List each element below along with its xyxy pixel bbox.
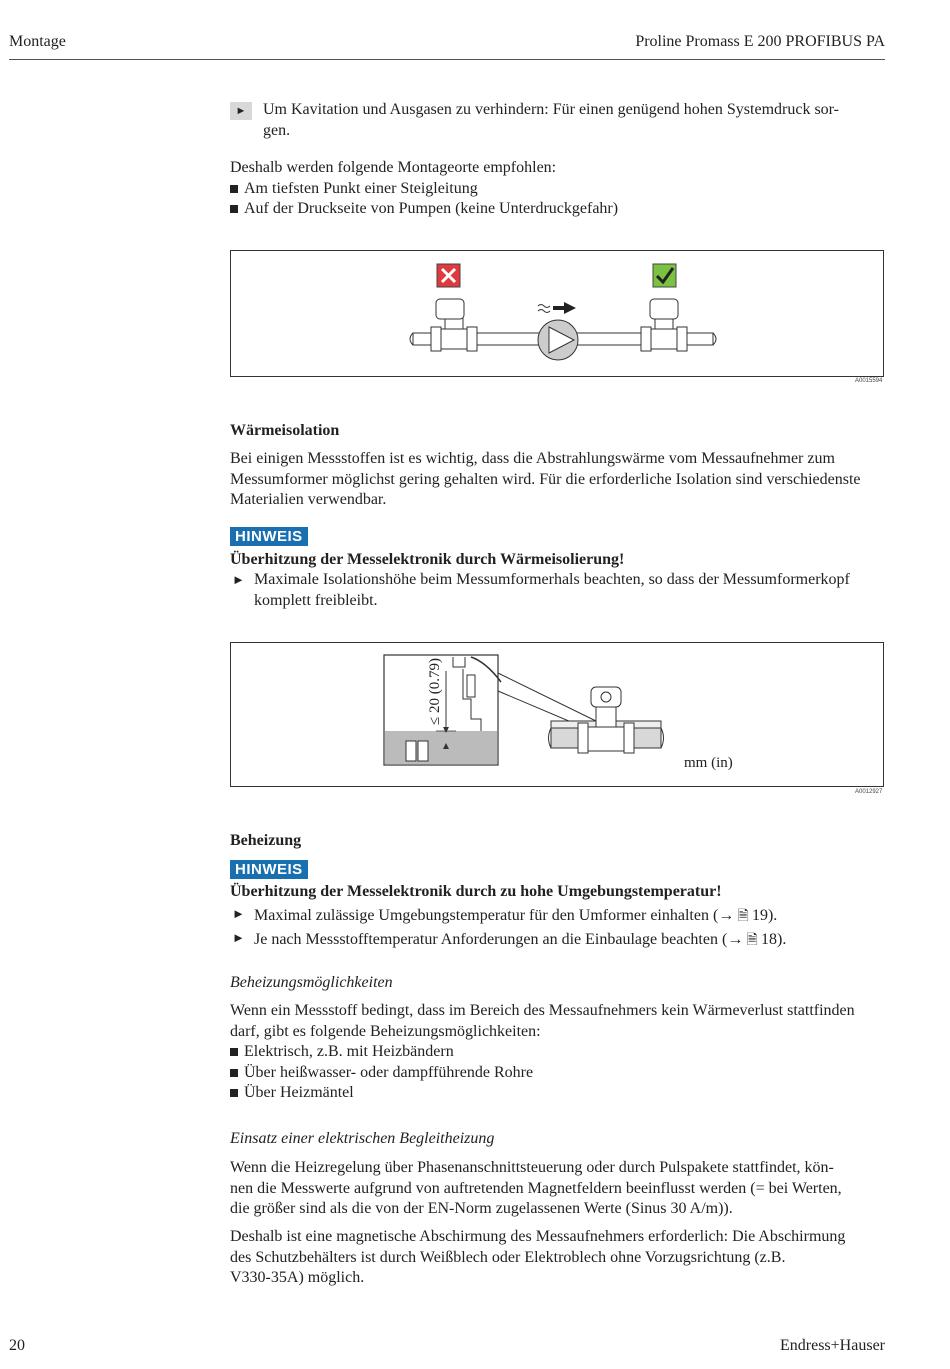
notice-title: Überhitzung der Messelektronik durch Wärmeisolierung! <box>230 551 625 568</box>
arrow-right-icon: ► <box>232 906 245 921</box>
header-rule <box>9 59 885 60</box>
subheading: Beheizungsmöglichkeiten <box>230 974 393 991</box>
page-ref-icon: 🗎 <box>737 909 749 924</box>
running-header-title: Proline Promass E 200 PROFIBUS PA <box>635 33 885 50</box>
list-item: Über heißwasser- oder dampfführende Rohre <box>230 1063 880 1084</box>
list-item: ► Maximal zulässige Umgebungstemperatur für den Umformer einhalten (→ 🗎 19). <box>232 906 778 924</box>
list-item: ► Maximale Isolationshöhe beim Messumformerhals beachten, so dass der Messumformerkopf komplett freibleibt. <box>232 571 850 609</box>
heating-paragraph-1: Wenn die Heizregelung über Phasenanschnittsteuerung oder durch Pulspakete stattfindet, kön- nen die Messwerte aufgrund von auftretenden Magnetfeldern beeinflusst werden (= bei Werten, die größer sind als die von der EN-Norm zugelassenen Werte (Sinus 30 A/m)). <box>230 1159 842 1217</box>
dimension-label: ≤ 20 (0.79) <box>427 658 443 725</box>
section-heading: Beheizung <box>230 832 302 849</box>
instruction-line-2: gen. <box>263 121 291 139</box>
detail-view <box>384 655 501 765</box>
pump-diagram <box>231 251 883 376</box>
instruction-marker <box>230 101 252 120</box>
figure-id: A0012927 <box>855 789 883 795</box>
insulation-figure <box>230 642 884 787</box>
pump-installation-figure <box>230 250 884 377</box>
notice-list <box>230 570 880 611</box>
list-item: Über Heizmäntel <box>230 1083 880 1104</box>
notice-badge: HINWEIS <box>230 527 308 546</box>
page-reference[interactable]: 18 <box>760 931 777 948</box>
instruction-text <box>263 100 880 141</box>
section-heading: Wärmeisolation <box>230 422 340 439</box>
notice-list <box>230 904 880 952</box>
list-item: Am tiefsten Punkt einer Steigleitung <box>230 179 880 200</box>
arrow-icon: → <box>727 931 747 948</box>
subheading: Einsatz einer elektrischen Begleitheizung <box>230 1130 495 1147</box>
bullet-icon <box>230 185 238 193</box>
insulation-diagram <box>231 643 883 786</box>
unit-label: mm (in) <box>684 755 733 771</box>
heating-paragraph-2: Deshalb ist eine magnetische Abschirmung des Messaufnehmers erforderlich: Die Abschirmung des Schutzbehälters ist durch Weißblech oder Elektroblech ohne Vorzugsrichtung (z.B. V330-35A) möglich. <box>230 1228 846 1286</box>
mounting-lead: Deshalb werden folgende Montageorte empfohlen: <box>230 159 557 176</box>
arrow-icon: → <box>718 907 738 924</box>
bullet-icon <box>230 1048 238 1056</box>
insulation-paragraph: Bei einigen Messstoffen ist es wichtig, dass die Abstrahlungswärme vom Messaufnehmer zum Messumformer möglichst gering gehalten wird. Für die erforderliche Isolation sind verschiedenste Materialien verwendbar. <box>230 450 861 508</box>
mounting-location-list <box>230 158 880 220</box>
instruction-line-1: Um Kavitation und Ausgasen zu verhindern: Für einen genügend hohen Systemdruck sor- <box>263 101 840 118</box>
page-ref-icon: 🗎 <box>746 933 758 948</box>
notice-badge: HINWEIS <box>230 860 308 879</box>
heating-options: Wenn ein Messstoff bedingt, dass im Bereich des Messaufnehmers kein Wärmeverlust stattfinden darf, gibt es folgende Beheizungsmöglichkeiten: Elektrisch, z.B. mit Heizbändern Über heißwasser- oder dampfführende Rohre Über Heizmäntel <box>230 1001 880 1104</box>
flow-arrow-icon <box>538 302 576 314</box>
play-triangle-icon: ► <box>230 102 252 120</box>
list-item: Auf der Druckseite von Pumpen (keine Unterdruckgefahr) <box>230 199 880 220</box>
brand-footer: Endress+Hauser <box>780 1337 885 1354</box>
bullet-icon <box>230 205 238 213</box>
page-number: 20 <box>9 1337 25 1354</box>
page-reference[interactable]: 19 <box>751 907 768 924</box>
bullet-icon <box>230 1089 238 1097</box>
arrow-right-icon: ► <box>232 930 245 945</box>
notice-title: Überhitzung der Messelektronik durch zu hohe Umgebungstemperatur! <box>230 883 722 900</box>
check-icon <box>653 264 676 287</box>
list-item: Elektrisch, z.B. mit Heizbändern <box>230 1042 880 1063</box>
bullet-icon <box>230 1069 238 1077</box>
cross-icon <box>437 264 460 287</box>
figure-id: A0015594 <box>855 378 883 384</box>
arrow-right-icon: ► <box>232 572 245 587</box>
list-item: ► Je nach Messstofftemperatur Anforderungen an die Einbaulage beachten (→ 🗎 18). <box>232 930 787 948</box>
running-header-section: Montage <box>9 33 66 50</box>
